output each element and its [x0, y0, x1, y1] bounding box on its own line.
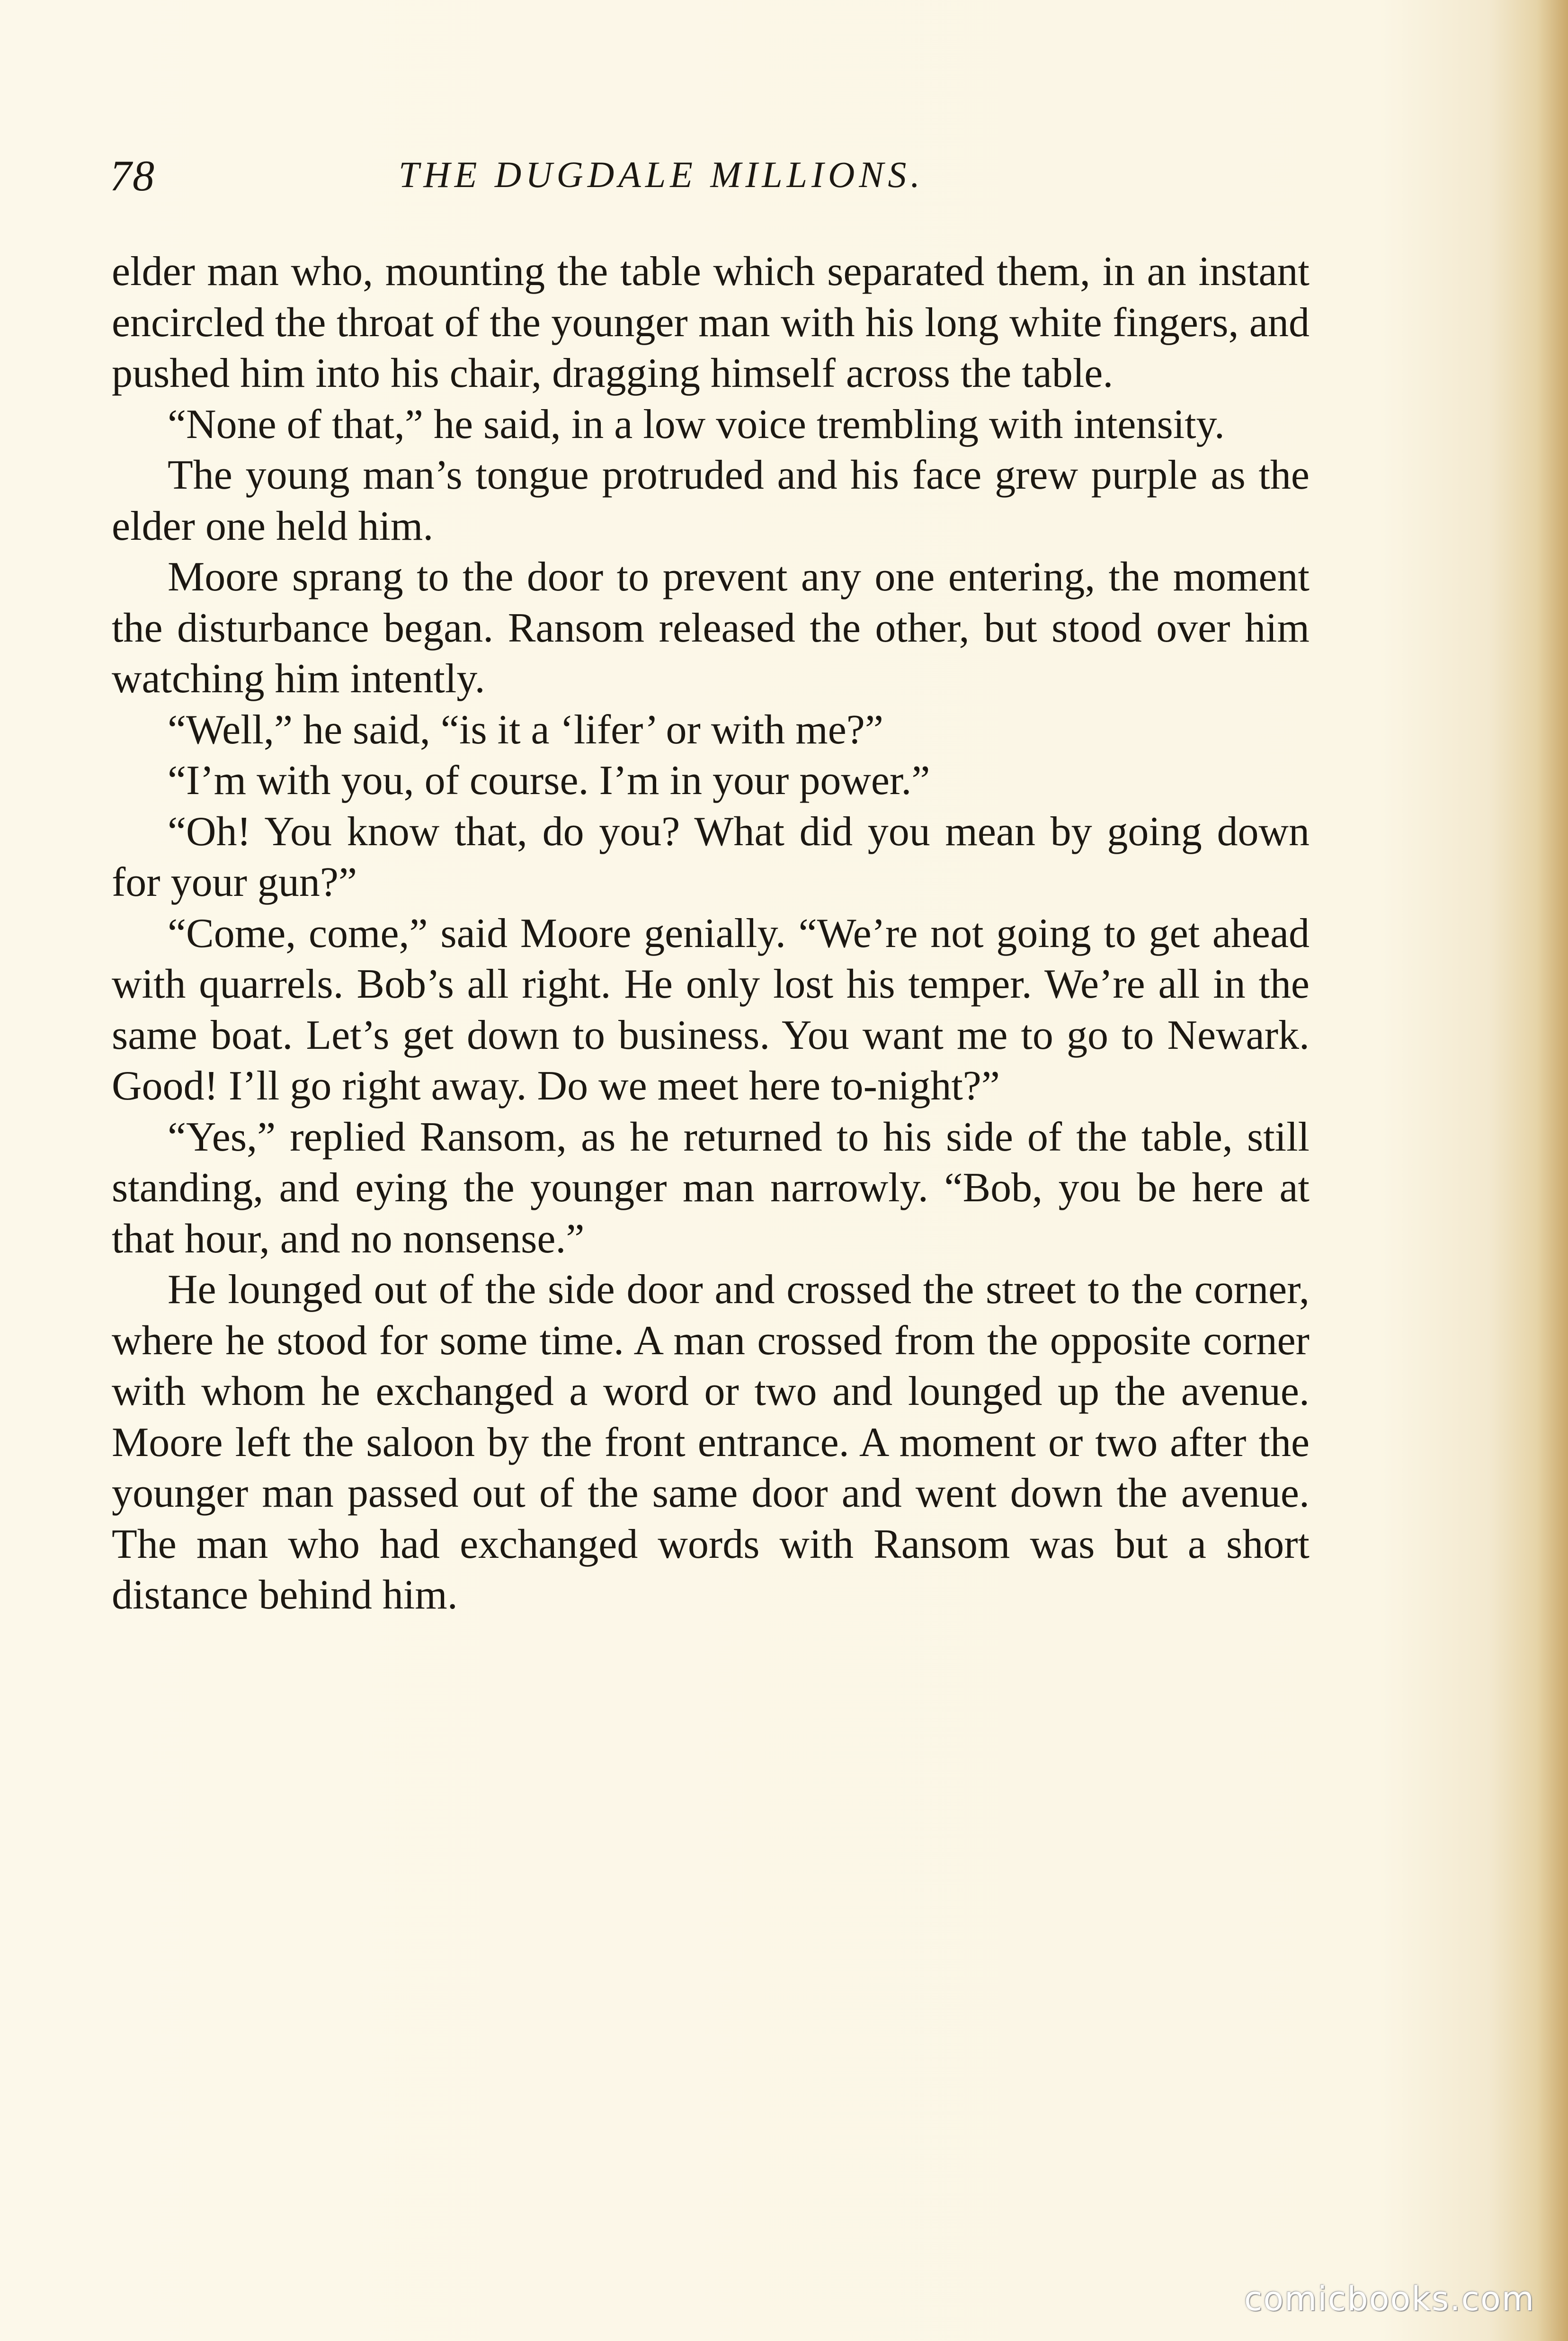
paragraph [112, 399, 1310, 450]
page-number: 78 [110, 152, 155, 200]
paragraph-text: Moore sprang to the door to prevent any one entering, the moment the disturbance began. Ransom released the other, but stood over him watching him intently. [112, 554, 1310, 702]
paragraph [112, 705, 1310, 756]
paragraph [112, 450, 1310, 552]
paragraph-text: “None of that,” he said, in a low voice trembling with intensity. [168, 401, 1225, 447]
paragraph [112, 908, 1310, 1112]
paragraph [112, 1264, 1310, 1621]
paragraph [112, 755, 1310, 806]
paragraph [112, 806, 1310, 908]
watermark: comicbooks.com [1244, 2279, 1535, 2318]
page-header [110, 137, 1303, 208]
paragraph-text: “Well,” he said, “is it a ‘lifer’ or with me?” [168, 706, 883, 753]
paragraph-text: elder man who, mounting the table which separated them, in an instant encircled the throat of the younger man with his long white fingers, and pushed him into his chair, dragging himself across the table. [112, 249, 1310, 396]
paragraph-text: The young man’s tongue protruded and his face grew purple as the elder one held him. [112, 452, 1310, 549]
paragraph [112, 552, 1310, 705]
paragraph [112, 1112, 1310, 1265]
paragraph [112, 246, 1310, 399]
paragraph-text: He lounged out of the side door and crossed the street to the corner, where he stood for some time. A man crossed from the opposite corner with whom he exchanged a word or two and lounged up the avenue. Moore left the saloon by the front entrance. A moment or two after the younger man passed out of the same door and went down the avenue. The man who had exchanged words with Ransom was but a short distance behind him. [112, 1267, 1310, 1618]
paragraph-text: “Yes,” replied Ransom, as he returned to his side of the table, still standing, and eying the younger man narrowly. “Bob, you be here at that hour, and no nonsense.” [112, 1114, 1310, 1262]
paragraph-text: “Oh! You know that, do you? What did you mean by going down for your gun?” [112, 808, 1310, 905]
running-title: THE DUGDALE MILLIONS. [399, 154, 924, 195]
paragraph-text: “I’m with you, of course. I’m in your power.” [168, 758, 930, 804]
paragraph-text: “Come, come,” said Moore genially. “We’re not going to get ahead with quarrels. Bob’s all right. He only lost his temper. We’re all in the same boat. Let’s get down to business. You want me to go to Newark. Good! I’ll go right away. Do we meet here to-night?” [112, 910, 1310, 1109]
body-text [112, 246, 1310, 1621]
